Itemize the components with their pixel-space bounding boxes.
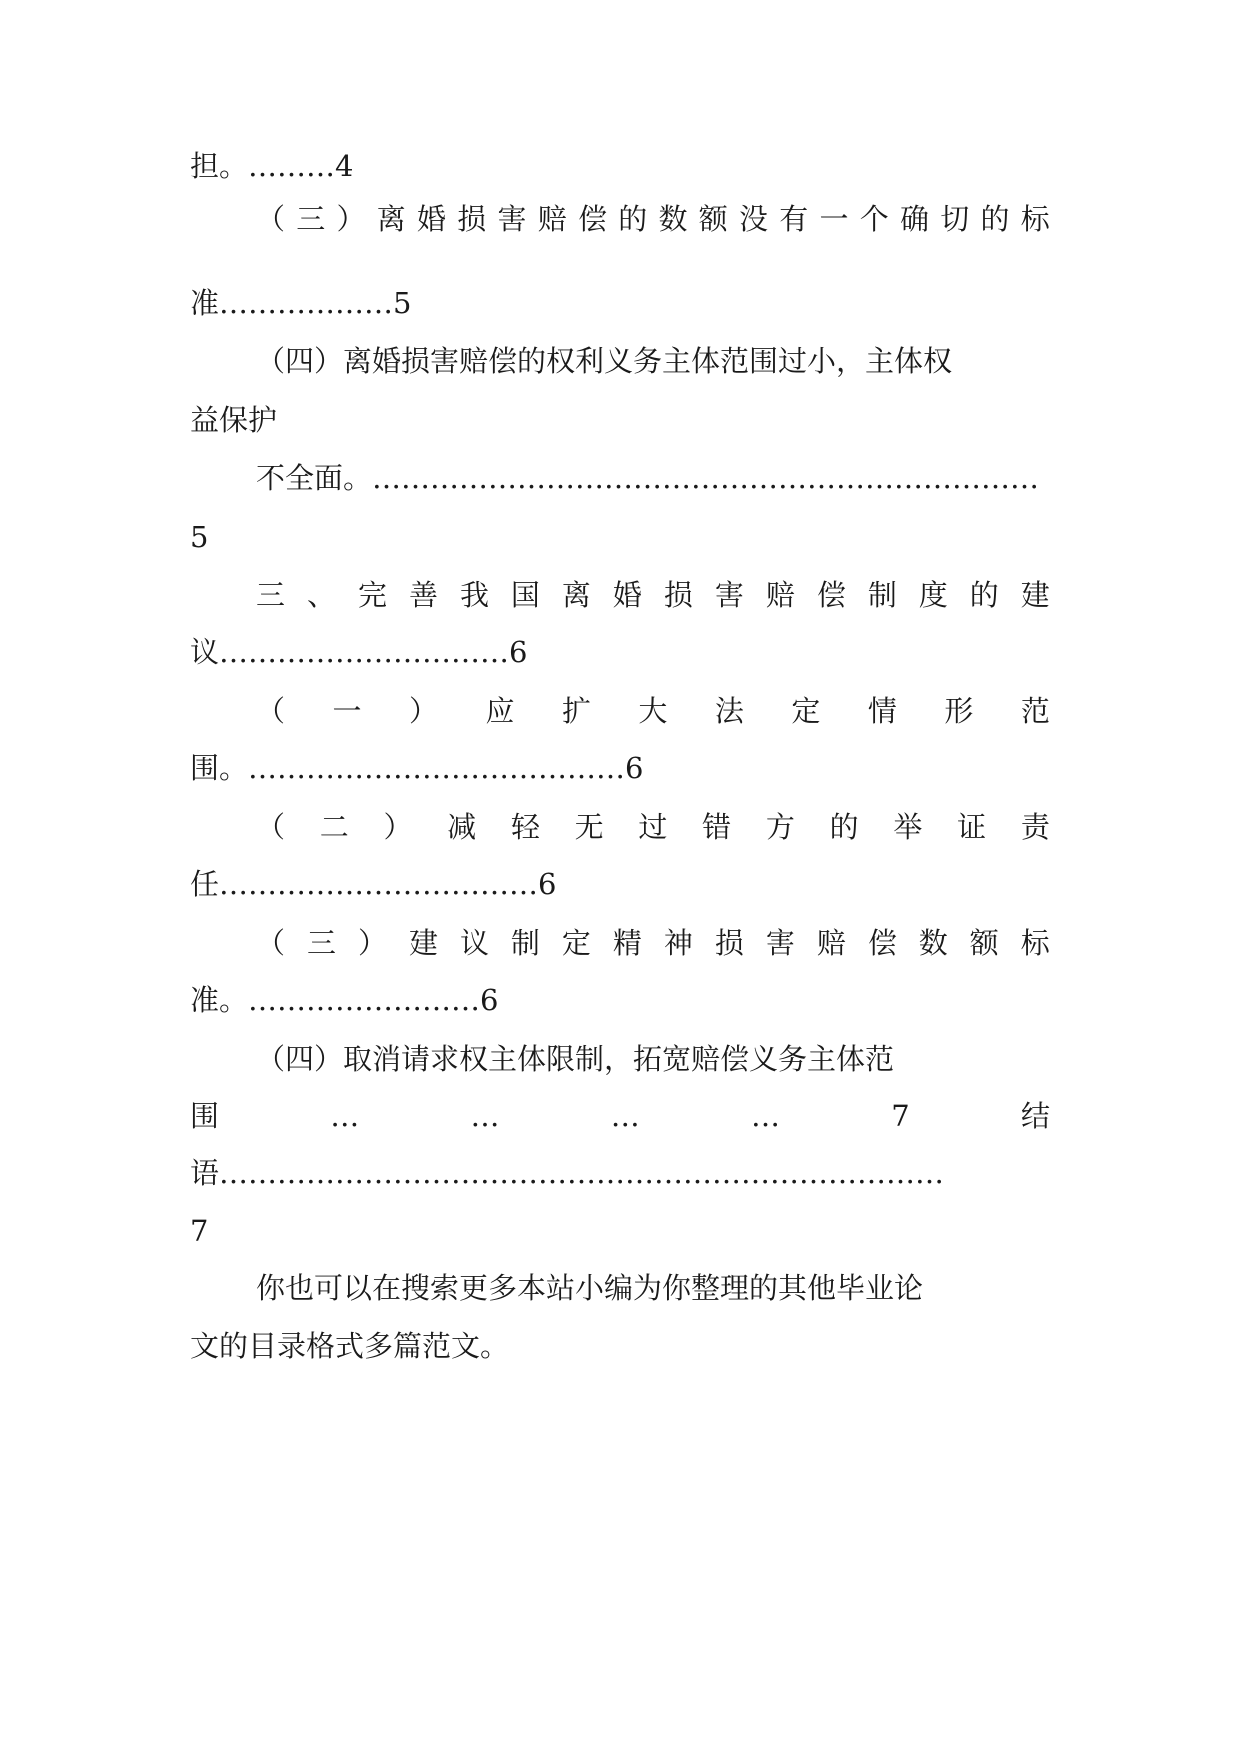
toc-char: 没 [739,202,769,236]
toc-char: 大 [638,694,668,728]
toc-char: 定 [561,926,591,960]
toc-line-1: 担。………4 [190,149,354,183]
toc-char: 偿 [816,578,846,612]
toc-char: 赔 [537,202,567,236]
toc-char: 扩 [561,694,591,728]
toc-char: 二 [319,810,349,844]
toc-char: 定 [791,694,821,728]
closing-paragraph-line-2: 文的目录格式多篇范文。 [190,1329,510,1363]
toc-char: 害 [765,926,795,960]
toc-char: 损 [457,202,487,236]
toc-entry-3-2 [256,807,1050,847]
toc-char: 偿 [867,926,897,960]
toc-char: （ [256,694,286,728]
toc-char: 应 [485,694,515,728]
toc-char: 减 [447,810,477,844]
toc-char: 的 [969,578,999,612]
toc-char: （ [256,202,286,236]
toc-char: 确 [900,202,930,236]
toc-char: 赔 [816,926,846,960]
toc-line-5: 益保护 [190,403,278,437]
toc-char: 害 [714,578,744,612]
toc-line-4: （四）离婚损害赔偿的权利义务主体范围过小，主体权 [256,344,953,378]
toc-char: 赔 [765,578,795,612]
closing-paragraph-line-1: 你也可以在搜索更多本站小编为你整理的其他毕业论 [256,1271,924,1305]
toc-char: 个 [859,202,889,236]
toc-char: 情 [867,694,897,728]
toc-char: 三 [256,578,286,612]
toc-char: … [751,1099,781,1133]
toc-char: 、 [306,578,336,612]
toc-entry-2-3 [256,199,1050,239]
toc-char: 制 [867,578,897,612]
toc-char: 精 [612,926,642,960]
toc-char: 数 [918,926,948,960]
toc-line-11: 围。…………………………………6 [190,751,644,785]
toc-char: 额 [698,202,728,236]
toc-char: 有 [779,202,809,236]
toc-char: 无 [574,810,604,844]
toc-char: （ [256,926,286,960]
toc-char: 围 [190,1099,220,1133]
toc-char: 议 [459,926,489,960]
toc-char: 证 [957,810,987,844]
toc-char: … [330,1099,360,1133]
toc-heading-3 [256,575,1050,615]
toc-char: 标 [1020,202,1050,236]
toc-char: 离 [561,578,591,612]
toc-char: 错 [702,810,732,844]
toc-line-15: 准。……………………6 [190,983,499,1017]
toc-char: 完 [357,578,387,612]
toc-char: 标 [1020,926,1050,960]
toc-char: 三 [306,926,336,960]
toc-char: 度 [918,578,948,612]
toc-char: 离 [376,202,406,236]
toc-char: ） [336,202,366,236]
toc-char: 数 [658,202,688,236]
toc-line-18: 语………………………………………………………………… [190,1156,945,1190]
toc-char: … [610,1099,640,1133]
toc-line-16: （四）取消请求权主体限制，拓宽赔偿义务主体范 [256,1042,895,1076]
toc-char: 责 [1020,810,1050,844]
toc-char: ） [357,926,387,960]
toc-char: ） [383,810,413,844]
toc-line-3: 准………………5 [190,286,412,320]
toc-line-7: 5 [190,520,209,554]
toc-char: … [470,1099,500,1133]
toc-char: 7 [891,1099,910,1133]
toc-char: 损 [714,926,744,960]
toc-char: 我 [459,578,489,612]
toc-char: 婚 [612,578,642,612]
toc-char: 一 [332,694,362,728]
toc-line-17 [190,1096,1050,1136]
toc-line-13: 任……………………………6 [190,867,557,901]
toc-char: 结 [1020,1099,1050,1133]
toc-char: 害 [497,202,527,236]
toc-char: 善 [408,578,438,612]
toc-char: 国 [510,578,540,612]
toc-line-9: 议…………………………6 [190,635,528,669]
toc-char: 的 [829,810,859,844]
toc-char: 举 [893,810,923,844]
toc-char: 婚 [417,202,447,236]
toc-char: 过 [638,810,668,844]
toc-char: 切 [940,202,970,236]
toc-char: 制 [510,926,540,960]
toc-char: 轻 [510,810,540,844]
toc-char: 损 [663,578,693,612]
toc-char: 偿 [578,202,608,236]
toc-char: 建 [408,926,438,960]
toc-char: 神 [663,926,693,960]
toc-char: 的 [618,202,648,236]
toc-char: 建 [1020,578,1050,612]
toc-line-6: 不全面。…………………………………………………………… [256,461,1040,495]
toc-char: 一 [819,202,849,236]
toc-entry-3-3 [256,923,1050,963]
toc-entry-3-1 [256,691,1050,731]
toc-char: 三 [296,202,326,236]
toc-char: （ [256,810,286,844]
toc-char: 的 [980,202,1010,236]
toc-char: ） [408,694,438,728]
toc-char: 范 [1020,694,1050,728]
toc-char: 额 [969,926,999,960]
toc-char: 方 [765,810,795,844]
toc-line-19: 7 [190,1214,209,1248]
toc-char: 形 [944,694,974,728]
toc-char: 法 [714,694,744,728]
